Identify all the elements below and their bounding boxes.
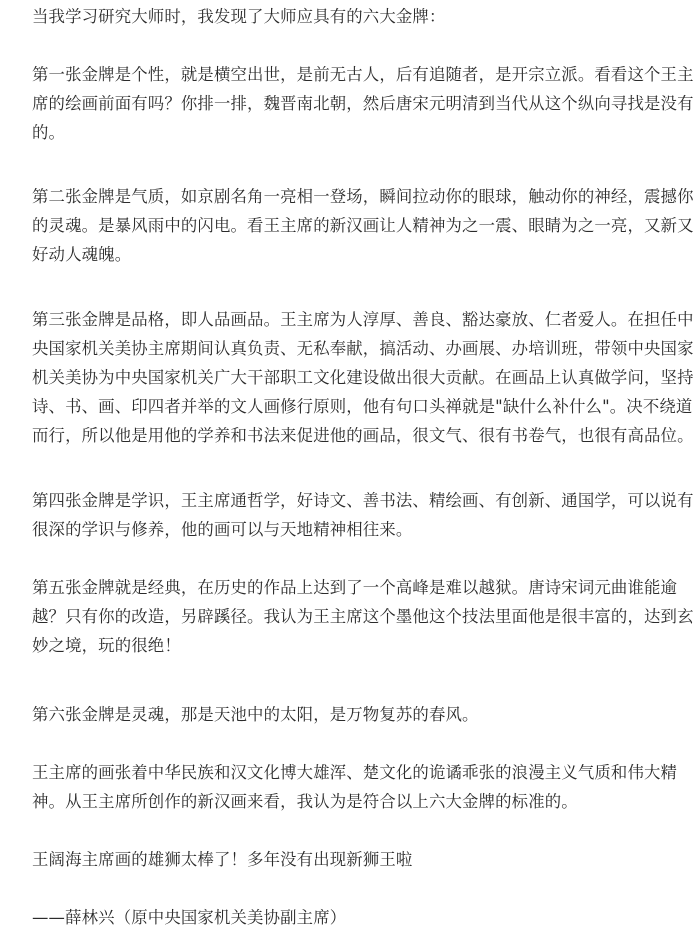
text-line: 第三张金牌是品格，即人品画品。王主席为人淳厚、善良、豁达豪放、仁者爱人。在担任中 [32, 310, 694, 329]
text-line: 第二张金牌是气质，如京剧名角一亮相一登场，瞬间拉动你的眼球，触动你的神经，震撼你 [32, 187, 694, 206]
text-line: 第五张金牌就是经典，在历史的作品上达到了一个高峰是难以越狱。唐诗宋词元曲谁能逾 [32, 578, 678, 597]
medal-5-paragraph [32, 573, 694, 660]
summary-paragraph [32, 758, 677, 816]
text-line: 第四张金牌是学识，王主席通哲学，好诗文、善书法、精绘画、有创新、通国学，可以说有 [32, 491, 694, 510]
text-line: 当我学习研究大师时，我发现了大师应具有的六大金牌： [32, 7, 446, 26]
text-line: 王阔海主席画的雄狮太棒了！多年没有出现新狮王啦 [32, 850, 413, 869]
text-line: 第一张金牌是个性，就是横空出世，是前无古人，后有追随者，是开宗立派。看看这个王主 [32, 65, 694, 84]
text-line: 好动人魂魄。 [32, 245, 132, 264]
signature [32, 903, 346, 932]
text-line: 席的绘画前面有吗？你排一排，魏晋南北朝，然后唐宋元明清到当代从这个纵向寻找是没有 [32, 94, 694, 113]
text-line: 央国家机关美协主席期间认真负责、无私奉献，搞活动、办画展、办培训班，带领中央国家 [32, 339, 694, 358]
text-line: 的。 [32, 123, 66, 142]
text-line: ——薛林兴（原中央国家机关美协副主席） [32, 908, 347, 927]
medal-6-paragraph [32, 700, 479, 729]
text-line: 而行，所以他是用他的学养和书法来促进他的画品，很文气、很有书卷气，也很有高品位。 [32, 426, 694, 445]
text-line: 的灵魂。是暴风雨中的闪电。看王主席的新汉画让人精神为之一震、眼睛为之一亮，又新又 [32, 216, 694, 235]
text-line: 王主席的画张着中华民族和汉文化博大雄浑、楚文化的诡谲乖张的浪漫主义气质和伟大精 [32, 763, 678, 782]
text-line: 机关美协为中央国家机关广大干部职工文化建设做出很大贡献。在画品上认真做学问，坚持 [32, 368, 694, 387]
medal-2-paragraph [32, 182, 694, 269]
medal-1-paragraph [32, 60, 694, 147]
intro-paragraph [32, 2, 446, 31]
text-line: 诗、书、画、印四者并举的文人画修行原则，他有句口头禅就是"缺什么补什么"。决不绕道 [32, 397, 693, 416]
lion-remark [32, 845, 412, 874]
text-line: 第六张金牌是灵魂，那是天池中的太阳，是万物复苏的春风。 [32, 705, 479, 724]
text-line: 妙之境，玩的很绝！ [32, 636, 181, 655]
text-line: 越？只有你的改造，另辟蹊径。我认为王主席这个墨他这个技法里面他是很丰富的，达到玄 [32, 607, 694, 626]
text-line: 神。从王主席所创作的新汉画来看，我认为是符合以上六大金牌的标准的。 [32, 792, 578, 811]
medal-4-paragraph [32, 486, 694, 544]
text-line: 很深的学识与修养，他的画可以与天地精神相往来。 [32, 520, 413, 539]
medal-3-paragraph [32, 305, 694, 450]
